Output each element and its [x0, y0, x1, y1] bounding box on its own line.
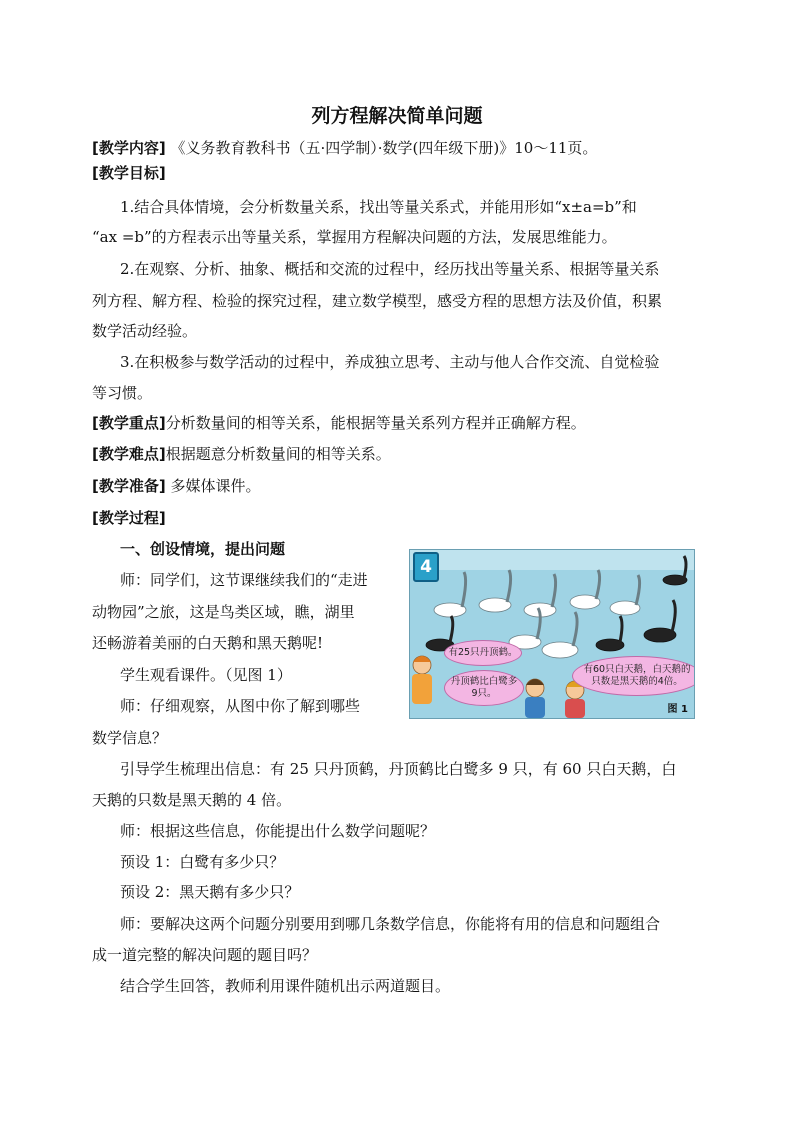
objective-3-line-1: 3.在积极参与数学活动的过程中，养成独立思考、主动与他人合作交流、自觉检验	[120, 353, 660, 371]
objective-2-line-2: 列方程、解方程、检验的探究过程，建立数学模型，感受方程的思想方法及价值，积累	[92, 292, 663, 310]
process-text-5: 师：根据这些信息，你能提出什么数学问题呢？	[120, 822, 436, 840]
process-text-8-line-2: 成一道完整的解决问题的题目吗？	[92, 946, 318, 964]
process-text-2: 学生观看课件。（见图 1）	[120, 666, 292, 684]
figure-number-badge: 4	[413, 552, 439, 582]
figure-caption: 图 1	[667, 704, 688, 715]
speech-bubble-egrets: 丹顶鹤比白鹭多9只。	[444, 670, 524, 706]
preparation-text: 多媒体课件。	[170, 477, 261, 495]
section-heading: 一、创设情境，提出问题	[120, 540, 286, 558]
process-text-4-line-1: 引导学生梳理出信息：有 25 只丹顶鹤，丹顶鹤比白鹭多 9 只，有 60 只白天鹅，白	[120, 760, 677, 778]
process-text-3-line-2: 数学信息？	[92, 729, 168, 747]
swan-lake-illustration	[409, 549, 695, 719]
process-text-4-line-2: 天鹅的只数是黑天鹅的 4 倍。	[92, 791, 292, 809]
process-text-1-line-1: 师：同学们，这节课继续我们的“走进	[120, 571, 368, 589]
process-text-3-line-1: 师：仔细观察，从图中你了解到哪些	[120, 697, 361, 715]
key-point	[92, 412, 702, 434]
speech-bubble-swans: 有60只白天鹅，白天鹅的只数是黑天鹅的4倍。	[572, 656, 695, 696]
objective-3-line-2: 等习惯。	[92, 384, 153, 402]
difficulty-text: 根据题意分析数量间的相等关系。	[165, 445, 391, 463]
preparation	[92, 475, 702, 497]
process-text-8-line-1: 师：要解决这两个问题分别要用到哪几条数学信息，你能将有用的信息和问题组合	[120, 915, 661, 933]
process-text-6: 预设 1：白鹭有多少只？	[120, 853, 285, 871]
process-tag: [教学过程]	[92, 509, 166, 527]
speech-bubble-cranes: 有25只丹顶鹤。	[444, 640, 522, 666]
objective-1-line-1: 1.结合具体情境，会分析数量关系，找出等量关系式，并能用形如“x±a=b”和	[120, 198, 637, 216]
process-text-7: 预设 2：黑天鹅有多少只？	[120, 883, 300, 901]
key-point-text: 分析数量间的相等关系，能根据等量关系列方程并正确解方程。	[165, 414, 586, 432]
process-text-1-line-2: 动物园”之旅，这是鸟类区域，瞧，湖里	[92, 603, 355, 621]
objective-2-line-3: 数学活动经验。	[92, 322, 198, 340]
content-text: 《义务教育教科书（五·四学制）·数学(四年级下册)》10～11页。	[170, 139, 598, 157]
objective-2-line-1: 2.在观察、分析、抽象、概括和交流的过程中，经历找出等量关系、根据等量关系	[120, 260, 660, 278]
preparation-tag: [教学准备]	[92, 477, 166, 495]
process-text-1-line-3: 还畅游着美丽的白天鹅和黑天鹅呢!	[92, 634, 324, 652]
objectives-tag: [教学目标]	[92, 164, 166, 182]
process-text-9: 结合学生回答，教师利用课件随机出示两道题目。	[120, 977, 451, 995]
teaching-content	[92, 137, 702, 159]
difficulty	[92, 443, 702, 465]
content-tag: [教学内容]	[92, 139, 166, 157]
page-title: 列方程解决简单问题	[311, 105, 483, 127]
difficulty-tag: [教学难点]	[92, 445, 166, 463]
key-point-tag: [教学重点]	[92, 414, 166, 432]
objective-1-line-2: “ax =b”的方程表示出等量关系，掌握用方程解决问题的方法，发展思维能力。	[92, 228, 617, 246]
